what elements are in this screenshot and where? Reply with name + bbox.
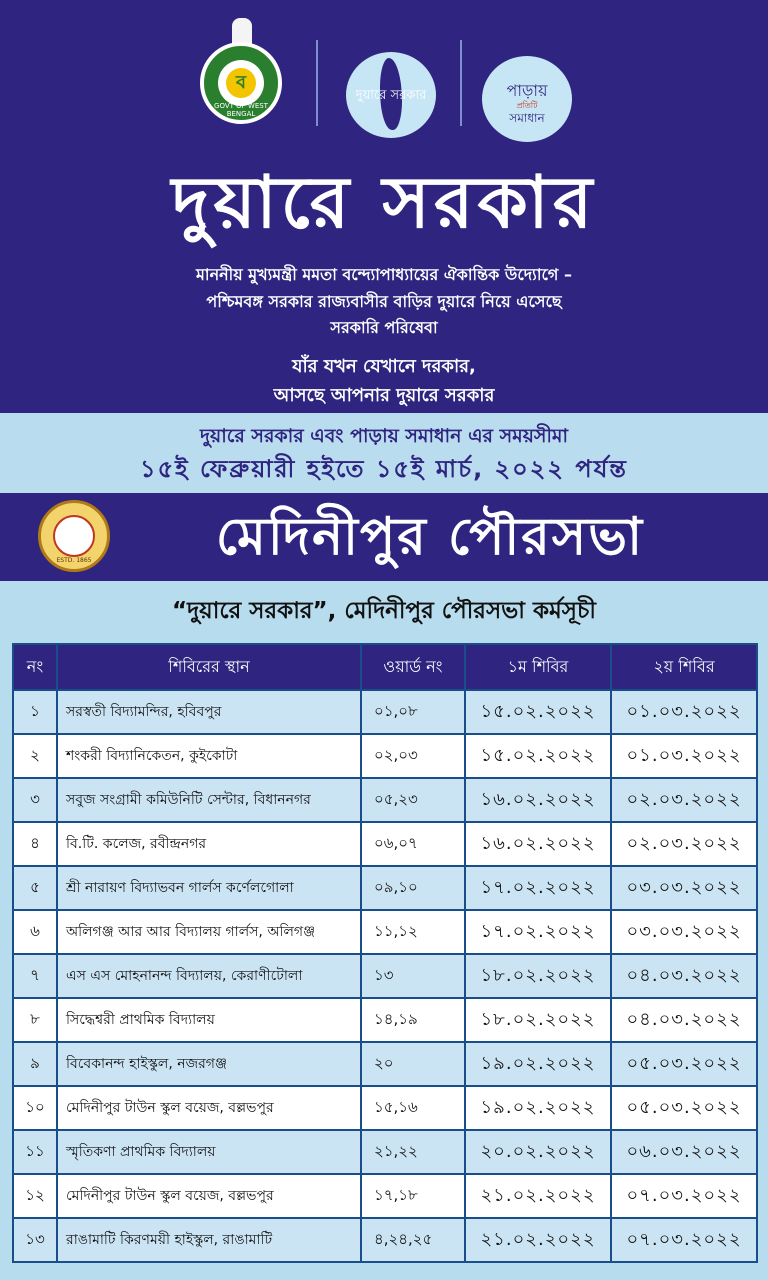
emblem-caption: GOVT OF WEST BENGAL: [214, 102, 268, 118]
duare-logo-text: দুয়ারে সরকার: [355, 88, 427, 103]
table-row: [13, 866, 757, 910]
subtitle-line: সরকারি পরিষেবা: [330, 318, 438, 337]
location-cell: বিবেকানন্দ হাইস্কুল, নজরগঞ্জ: [57, 1042, 361, 1086]
serial-cell: ১১: [13, 1130, 57, 1174]
header-second-camp: ২য় শিবির: [611, 644, 757, 690]
first-camp-cell: ১৮.০২.২০২২: [465, 954, 611, 998]
tagline-line: যাঁর যখন যেখানে দরকার,: [292, 356, 476, 377]
serial-cell: ২: [13, 734, 57, 778]
tagline-line: আসছে আপনার দুয়ারে সরকার: [273, 385, 495, 406]
first-camp-cell: ১৭.০২.২০২২: [465, 910, 611, 954]
emblem-core-icon: ব: [226, 68, 256, 98]
serial-cell: ৫: [13, 866, 57, 910]
location-cell: সিদ্ধেশ্বরী প্রাথমিক বিদ্যালয়: [57, 998, 361, 1042]
second-camp-cell: ০৩.০৩.২০২২: [611, 866, 757, 910]
emblem-inner: [218, 60, 264, 106]
second-camp-cell: ০৪.০৩.২০২২: [611, 998, 757, 1042]
first-camp-cell: ১৬.০২.২০২২: [465, 778, 611, 822]
table-row: [13, 1218, 757, 1262]
header-location: শিবিরের স্থান: [57, 644, 361, 690]
ward-cell: ০২,০৩: [361, 734, 465, 778]
first-camp-cell: ১৯.০২.২০২২: [465, 1042, 611, 1086]
serial-cell: ৯: [13, 1042, 57, 1086]
ward-cell: ০৬,০৭: [361, 822, 465, 866]
header-serial: নং: [13, 644, 57, 690]
location-cell: এস এস মোহনানন্দ বিদ্যালয়, কেরাণীটোলা: [57, 954, 361, 998]
table-row: [13, 822, 757, 866]
ward-cell: ২০: [361, 1042, 465, 1086]
serial-cell: ৬: [13, 910, 57, 954]
ward-cell: ১৩: [361, 954, 465, 998]
second-camp-cell: ০২.০৩.২০২২: [611, 778, 757, 822]
municipality-seal-icon: [38, 500, 110, 572]
first-camp-cell: ১৯.০২.২০২২: [465, 1086, 611, 1130]
ward-cell: ০৯,১০: [361, 866, 465, 910]
table-header-row: [13, 644, 757, 690]
location-cell: সরস্বতী বিদ্যামন্দির, হবিবপুর: [57, 690, 361, 734]
table-row: [13, 1042, 757, 1086]
first-camp-cell: ১৬.০২.২০২২: [465, 822, 611, 866]
location-cell: মেদিনীপুর টাউন স্কুল বয়েজ, বল্লভপুর: [57, 1086, 361, 1130]
ward-cell: ২১,২২: [361, 1130, 465, 1174]
ward-cell: ১১,১২: [361, 910, 465, 954]
west-bengal-emblem: [200, 42, 282, 124]
location-cell: মেদিনীপুর টাউন স্কুল বয়েজ, বল্লভপুর: [57, 1174, 361, 1218]
table-row: [13, 1174, 757, 1218]
municipality-title: মেদিনীপুর পৌরসভা: [215, 507, 645, 567]
ward-cell: ১৫,১৬: [361, 1086, 465, 1130]
second-camp-cell: ০১.০৩.২০২২: [611, 734, 757, 778]
ward-cell: ১৪,১৯: [361, 998, 465, 1042]
serial-cell: ৪: [13, 822, 57, 866]
table-row: [13, 910, 757, 954]
table-row: [13, 954, 757, 998]
second-camp-cell: ০২.০৩.২০২২: [611, 822, 757, 866]
paray-samadhan-logo: [482, 56, 572, 142]
table-row: [13, 690, 757, 734]
second-camp-cell: ০৭.০৩.২০২২: [611, 1174, 757, 1218]
ward-cell: ৪,২৪,২৫: [361, 1218, 465, 1262]
second-camp-cell: ০১.০৩.২০২২: [611, 690, 757, 734]
location-cell: বি.টি. কলেজ, রবীন্দ্রনগর: [57, 822, 361, 866]
table-row: [13, 998, 757, 1042]
page-title: দুয়ারে সরকার: [171, 160, 597, 244]
location-cell: সবুজ সংগ্রামী কমিউনিটি সেন্টার, বিধাননগর: [57, 778, 361, 822]
second-camp-cell: ০৭.০৩.২০২২: [611, 1218, 757, 1262]
location-cell: রাঙামাটি কিরণময়ী হাইস্কুল, রাঙামাটি: [57, 1218, 361, 1262]
subtitle-line: মাননীয় মুখ্যমন্ত্রী মমতা বন্দ্যোপাধ্যায়ের ঐকান্তিক উদ্যোগে –: [196, 265, 572, 284]
duare-sarkar-logo: [346, 52, 436, 138]
table-row: [13, 1130, 757, 1174]
first-camp-cell: ২১.০২.২০২২: [465, 1218, 611, 1262]
divider: [460, 40, 462, 126]
first-camp-cell: ১৮.০২.২০২২: [465, 998, 611, 1042]
subtitle-line: পশ্চিমবঙ্গ সরকার রাজ্যবাসীর বাড়ির দুয়ারে নিয়ে এসেছে: [206, 292, 562, 311]
serial-cell: ১২: [13, 1174, 57, 1218]
program-title: “দুয়ারে সরকার”, মেদিনীপুর পৌরসভা কর্মসূচী: [171, 598, 596, 624]
location-cell: শ্রী নারায়ণ বিদ্যাভবন গার্লস কর্ণেলগোলা: [57, 866, 361, 910]
first-camp-cell: ১৫.০২.২০২২: [465, 734, 611, 778]
serial-cell: ৩: [13, 778, 57, 822]
header-ward: ওয়ার্ড নং: [361, 644, 465, 690]
ward-cell: ১৭,১৮: [361, 1174, 465, 1218]
location-cell: অলিগঞ্জ আর আর বিদ্যালয় গার্লস, অলিগঞ্জ: [57, 910, 361, 954]
serial-cell: ৭: [13, 954, 57, 998]
serial-cell: ১০: [13, 1086, 57, 1130]
header-first-camp: ১ম শিবির: [465, 644, 611, 690]
camp-schedule-table: [12, 643, 758, 1263]
serial-cell: ১৩: [13, 1218, 57, 1262]
second-camp-cell: ০৫.০৩.২০২২: [611, 1042, 757, 1086]
para-logo-small: প্রতিটি: [516, 101, 538, 110]
location-cell: শংকরী বিদ্যানিকেতন, কুইকোটা: [57, 734, 361, 778]
table-row: [13, 778, 757, 822]
timeline-dates: ১৫ই ফেব্রুয়ারী হইতে ১৫ই মার্চ, ২০২২ পর্যন্ত: [140, 455, 628, 483]
first-camp-cell: ২১.০২.২০২২: [465, 1174, 611, 1218]
location-cell: স্মৃতিকণা প্রাথমিক বিদ্যালয়: [57, 1130, 361, 1174]
table-row: [13, 1086, 757, 1130]
seal-text: ESTD. 1865: [56, 557, 92, 564]
divider: [316, 40, 318, 126]
para-logo-top: পাড়ায়: [506, 81, 548, 100]
table-row: [13, 734, 757, 778]
first-camp-cell: ১৭.০২.২০২২: [465, 866, 611, 910]
ward-cell: ০১,০৮: [361, 690, 465, 734]
second-camp-cell: ০৩.০৩.২০২২: [611, 910, 757, 954]
first-camp-cell: ২০.০২.২০২২: [465, 1130, 611, 1174]
first-camp-cell: ১৫.০২.২০২২: [465, 690, 611, 734]
serial-cell: ৮: [13, 998, 57, 1042]
serial-cell: ১: [13, 690, 57, 734]
ward-cell: ০৫,২৩: [361, 778, 465, 822]
seal-ring: [53, 515, 95, 557]
second-camp-cell: ০৫.০৩.২০২২: [611, 1086, 757, 1130]
timeline-heading: দুয়ারে সরকার এবং পাড়ায় সমাধান এর সময়সীমা: [200, 425, 568, 447]
second-camp-cell: ০৬.০৩.২০২২: [611, 1130, 757, 1174]
para-logo-bottom: সমাধান: [509, 111, 545, 125]
second-camp-cell: ০৪.০৩.২০২২: [611, 954, 757, 998]
